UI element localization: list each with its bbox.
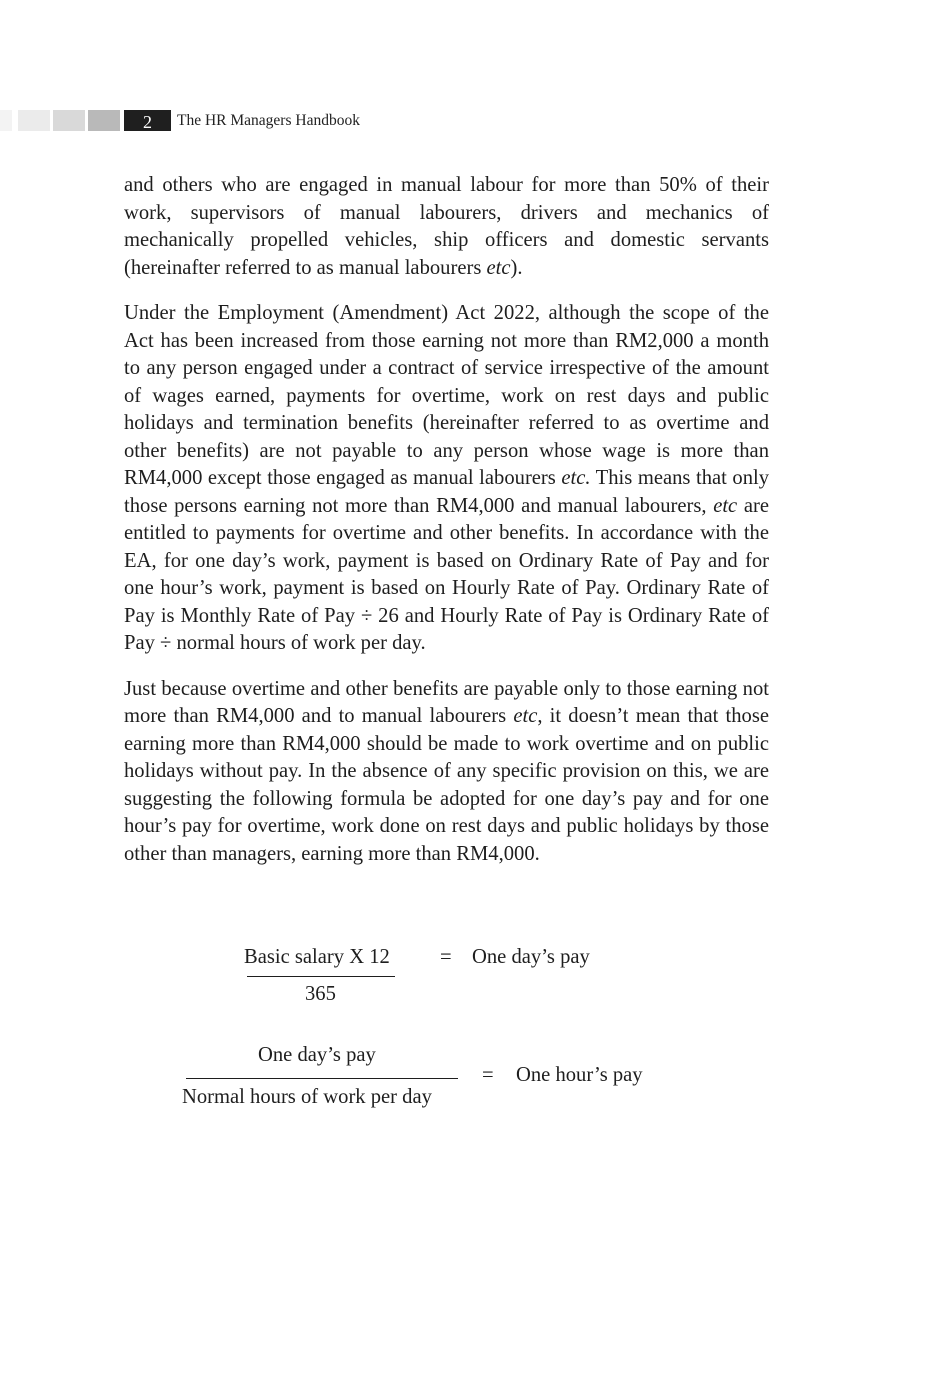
header-decor-block bbox=[0, 110, 12, 131]
fraction-bar bbox=[247, 976, 395, 977]
text-run: Under the Employment (Amendment) Act 2022, although the scope of the Act has been increased from those earning not more than RM2,000 a month to any person engaged under a contract of service irrespective of the amount of wages earned, payments for overtime, work on rest days and public holidays and termination benefits (hereinafter referred to as overtime and other benefits) are not payable to any person whose wage is more than RM4,000 except those engaged as manual labourers bbox=[124, 302, 769, 489]
paragraph bbox=[124, 676, 769, 869]
text-run: and others who are engaged in manual labour for more than 50% of their work, supervisors of manual labourers, drivers and mechanics of mechanically propelled vehicles, ship officers and domestic servants (hereinafter referred to as manual labourers bbox=[124, 174, 769, 279]
fraction-bar bbox=[186, 1078, 458, 1079]
text-run: , it doesn’t mean that those earning more than RM4,000 should be made to work overtime and on public holidays without pay. In the absence of any specific provision on this, we are suggesting the following formula be adopted for one day’s pay and for one hour’s pay for overtime, work done on rest days and public holidays by those other than managers, earning more than RM4,000. bbox=[124, 705, 769, 865]
text-run: ). bbox=[510, 256, 523, 279]
page-header bbox=[0, 110, 600, 131]
formula-numerator: One day’s pay bbox=[258, 1044, 376, 1066]
day-pay-formula bbox=[240, 946, 640, 1016]
formula-denominator: 365 bbox=[305, 983, 336, 1005]
header-decor-block bbox=[18, 110, 50, 131]
page-number: 2 bbox=[124, 110, 171, 131]
formula-denominator: Normal hours of work per day bbox=[182, 1086, 432, 1108]
text-run: Just because overtime and other benefits are payable only to those earning not more than RM4,000 and to manual labourers bbox=[124, 677, 769, 727]
paragraph bbox=[124, 172, 769, 282]
text-run: are entitled to payments for overtime and other benefits. In accordance with the EA, for one day’s work, payment is based on Ordinary Rate of Pay and for one hour’s work, payment is based on Hourly Rate of Pay. Ordinary Rate of Pay is Monthly Rate of Pay ÷ 26 and Hourly Rate of Pay is Ordinary Rate of Pay ÷ normal hours of work per day. bbox=[124, 494, 769, 654]
formula-result: One day’s pay bbox=[472, 946, 590, 968]
italic-text: etc. bbox=[561, 467, 591, 489]
text-run: This means that only those persons earning not more than RM4,000 and manual labourers, bbox=[124, 467, 770, 517]
italic-text: etc bbox=[513, 705, 538, 727]
header-decor-block bbox=[88, 110, 120, 131]
hour-pay-formula bbox=[180, 1044, 700, 1124]
italic-text: etc bbox=[486, 256, 511, 279]
formula-result: One hour’s pay bbox=[516, 1064, 643, 1086]
italic-text: etc bbox=[713, 494, 738, 517]
equals-sign: = bbox=[482, 1064, 494, 1086]
header-decor-block bbox=[53, 110, 85, 131]
body-text bbox=[124, 172, 769, 886]
formula-numerator: Basic salary X 12 bbox=[244, 946, 390, 968]
running-title: The HR Managers Handbook bbox=[177, 112, 360, 129]
equals-sign: = bbox=[440, 946, 452, 968]
paragraph bbox=[124, 300, 769, 658]
